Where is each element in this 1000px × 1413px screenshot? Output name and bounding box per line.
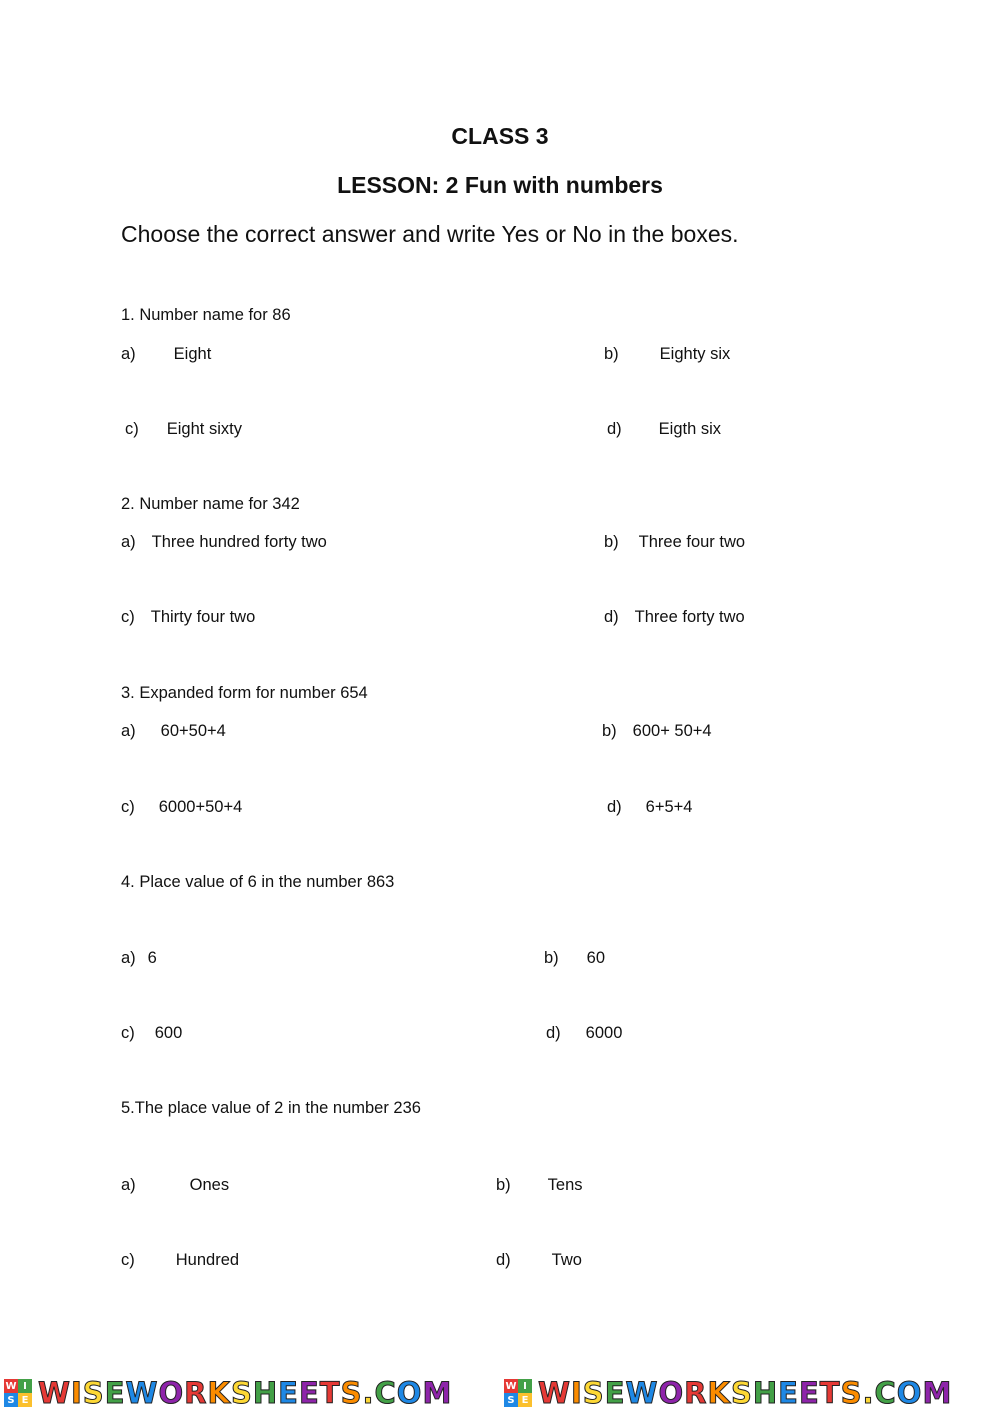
question-4-option-b[interactable] bbox=[544, 949, 605, 968]
option-label: d) bbox=[607, 798, 622, 816]
option-text: Tens bbox=[547, 1176, 583, 1194]
question-2-option-b[interactable] bbox=[604, 533, 745, 552]
class-title: CLASS 3 bbox=[451, 123, 549, 149]
question-2-option-a[interactable] bbox=[121, 533, 327, 552]
option-label: c) bbox=[125, 420, 139, 438]
option-text: 6 bbox=[147, 949, 157, 967]
question-4-option-c[interactable] bbox=[121, 1024, 182, 1043]
question-1-option-b[interactable] bbox=[604, 345, 730, 364]
option-label: d) bbox=[546, 1024, 561, 1042]
option-label: b) bbox=[604, 533, 619, 551]
option-text: Thirty four two bbox=[150, 608, 256, 626]
lesson-title: LESSON: 2 Fun with numbers bbox=[337, 172, 663, 198]
question-2-option-d[interactable] bbox=[604, 608, 745, 627]
option-label: a) bbox=[121, 533, 136, 551]
option-label: c) bbox=[121, 1251, 135, 1269]
question-3-option-a[interactable] bbox=[121, 722, 226, 741]
option-text: Three four two bbox=[638, 533, 746, 551]
watermark-footer bbox=[0, 1372, 1000, 1413]
option-text: Eighty six bbox=[659, 345, 731, 363]
option-text: 6+5+4 bbox=[645, 798, 693, 816]
instruction-text: Choose the correct answer and write Yes or No in the boxes. bbox=[121, 221, 739, 247]
option-text: Two bbox=[551, 1251, 582, 1269]
option-text: Ones bbox=[189, 1176, 230, 1194]
logo-cell: W bbox=[5, 1380, 17, 1392]
question-4-option-d[interactable] bbox=[546, 1024, 622, 1043]
logo-cell: W bbox=[505, 1380, 517, 1392]
option-text: Three forty two bbox=[634, 608, 745, 626]
question-5-option-a[interactable] bbox=[121, 1176, 229, 1195]
question-2-prompt: 2. Number name for 342 bbox=[121, 495, 300, 513]
logo-cell: E bbox=[18, 1393, 32, 1407]
option-label: b) bbox=[544, 949, 559, 967]
question-5-option-b[interactable] bbox=[496, 1176, 583, 1195]
question-3-prompt: 3. Expanded form for number 654 bbox=[121, 684, 368, 702]
option-text: Three hundred forty two bbox=[151, 533, 327, 551]
question-4-option-a[interactable] bbox=[121, 949, 157, 968]
watermark-brand-1[interactable] bbox=[4, 1376, 452, 1410]
option-label: a) bbox=[121, 949, 136, 967]
option-text: 60 bbox=[586, 949, 606, 967]
option-text: 600 bbox=[154, 1024, 183, 1042]
option-text: Eight sixty bbox=[166, 420, 242, 438]
question-1-prompt: 1. Number name for 86 bbox=[121, 306, 291, 324]
option-text: Hundred bbox=[175, 1251, 240, 1269]
wiseworksheets-logo-icon bbox=[504, 1379, 532, 1407]
option-label: a) bbox=[121, 345, 136, 363]
option-text: 6000+50+4 bbox=[158, 798, 243, 816]
option-label: c) bbox=[121, 1024, 135, 1042]
option-label: d) bbox=[604, 608, 619, 626]
question-2-option-c[interactable] bbox=[121, 608, 255, 627]
question-4-prompt: 4. Place value of 6 in the number 863 bbox=[121, 873, 395, 891]
question-3-option-b[interactable] bbox=[602, 722, 712, 741]
option-label: d) bbox=[496, 1251, 511, 1269]
logo-cell: E bbox=[518, 1393, 532, 1407]
watermark-text: WISEWORKSHEETS.COM bbox=[38, 1376, 453, 1410]
option-label: a) bbox=[121, 722, 136, 740]
watermark-text: WISEWORKSHEETS.COM bbox=[538, 1376, 953, 1410]
option-label: c) bbox=[121, 798, 135, 816]
option-text: 600+ 50+4 bbox=[632, 722, 712, 740]
option-label: b) bbox=[496, 1176, 511, 1194]
option-label: d) bbox=[607, 420, 622, 438]
question-3-option-d[interactable] bbox=[607, 798, 692, 817]
option-text: 60+50+4 bbox=[160, 722, 226, 740]
option-label: b) bbox=[602, 722, 617, 740]
option-text: Eigth six bbox=[658, 420, 722, 438]
question-3-option-c[interactable] bbox=[121, 798, 242, 817]
logo-cell: I bbox=[18, 1379, 32, 1393]
logo-cell: S bbox=[4, 1393, 18, 1407]
watermark-brand-2[interactable] bbox=[504, 1376, 952, 1410]
option-label: a) bbox=[121, 1176, 136, 1194]
question-5-option-d[interactable] bbox=[496, 1251, 582, 1270]
option-label: b) bbox=[604, 345, 619, 363]
option-text: Eight bbox=[173, 345, 212, 363]
question-1-option-c[interactable] bbox=[125, 420, 242, 439]
question-5-option-c[interactable] bbox=[121, 1251, 239, 1270]
logo-cell: S bbox=[504, 1393, 518, 1407]
wiseworksheets-logo-icon bbox=[4, 1379, 32, 1407]
question-1-option-a[interactable] bbox=[121, 345, 211, 364]
option-label: c) bbox=[121, 608, 135, 626]
question-5-prompt: 5.The place value of 2 in the number 236 bbox=[121, 1099, 421, 1117]
logo-cell: I bbox=[518, 1379, 532, 1393]
question-1-option-d[interactable] bbox=[607, 420, 721, 439]
option-text: 6000 bbox=[585, 1024, 623, 1042]
